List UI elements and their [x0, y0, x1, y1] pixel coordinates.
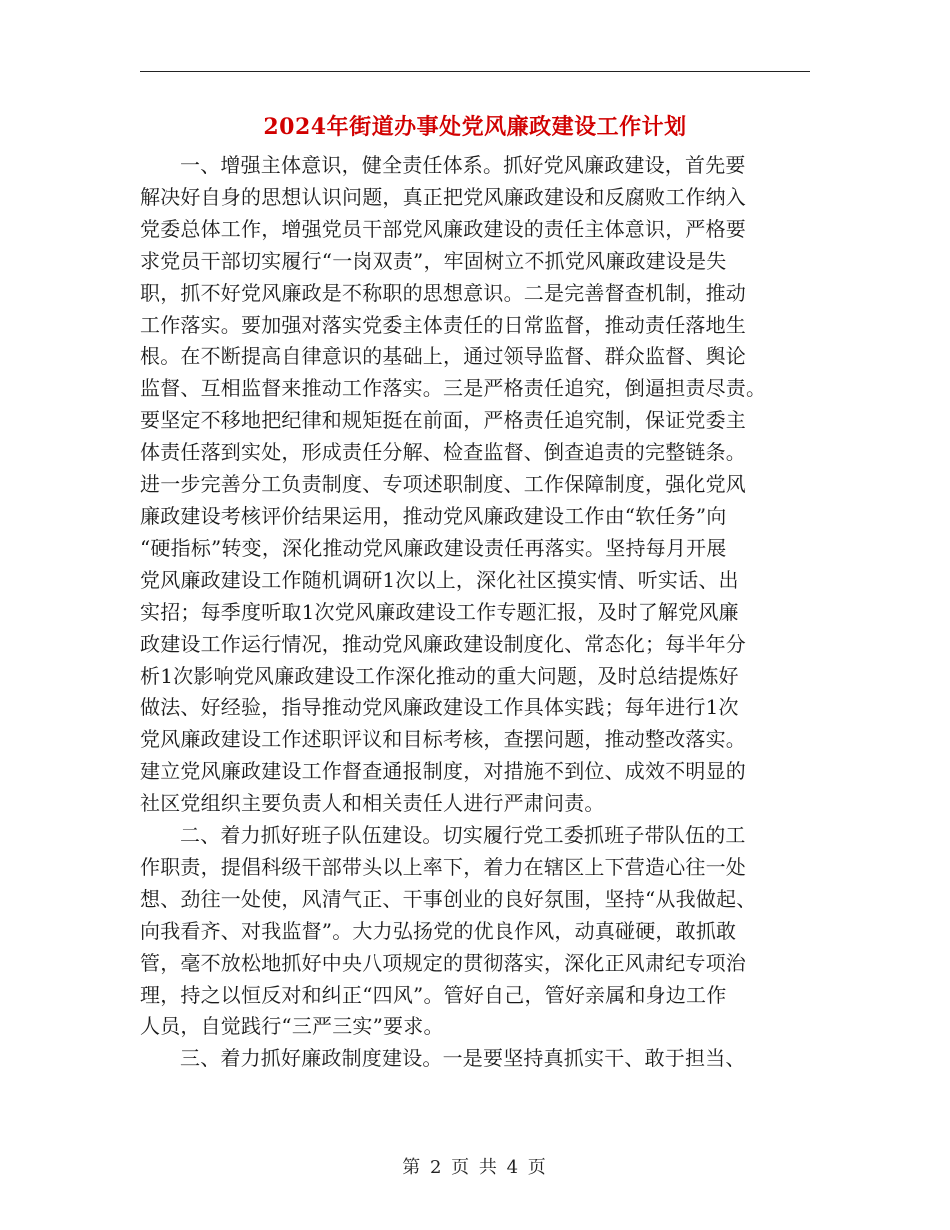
- page-number: 第 2 页 共 4 页: [402, 1157, 548, 1178]
- header-rule: [140, 71, 810, 72]
- paragraph-line: 向我看齐、对我监督”。大力弘扬党的优良作风，动真碰硬，敢抓敢: [140, 918, 737, 943]
- paragraph-line: 党风廉政建设工作随机调研1次以上，深化社区摸实情、听实话、出: [140, 567, 739, 592]
- paragraph-line: 党委总体工作，增强党员干部党风廉政建设的责任主体意识，严格要: [140, 216, 746, 241]
- document-body: [140, 150, 810, 1075]
- paragraph-line: 一、增强主体意识，健全责任体系。抓好党风廉政建设，首先要: [180, 153, 746, 177]
- paragraph-line: 职，抓不好党风廉政是不称职的思想意识。二是完善督查机制，推动: [140, 280, 746, 305]
- paragraph-line: 进一步完善分工负责制度、专项述职制度、工作保障制度，强化党风: [140, 472, 746, 497]
- paragraph: [140, 1043, 810, 1075]
- paragraph-line: 社区党组织主要负责人和相关责任人进行严肃问责。: [140, 791, 605, 816]
- paragraph-line: 人员，自觉践行“三严三实”要求。: [140, 1014, 444, 1039]
- paragraph-line: 监督、互相监督来推动工作落实。三是严格责任追究，倒逼担责尽责。: [140, 376, 767, 401]
- paragraph-line: 理，持之以恒反对和纠正“四风”。管好自己，管好亲属和身边工作: [140, 982, 727, 1007]
- paragraph-line: 实招；每季度听取1次党风廉政建设工作专题汇报，及时了解党风廉: [140, 599, 739, 624]
- paragraph-line: 体责任落到实处，形成责任分解、检查监督、倒查追责的完整链条。: [140, 440, 746, 465]
- paragraph-line: 工作落实。要加强对落实党委主体责任的日常监督，推动责任落地生: [140, 312, 746, 337]
- paragraph-line: 建立党风廉政建设工作督查通报制度，对措施不到位、成效不明显的: [140, 759, 746, 784]
- paragraph: [140, 820, 810, 1043]
- paragraph-line: 廉政建设考核评价结果运用，推动党风廉政建设工作由“软任务”向: [140, 503, 727, 528]
- paragraph-line: “硬指标”转变，深化推动党风廉政建设责任再落实。坚持每月开展: [140, 535, 727, 560]
- paragraph-line: 解决好自身的思想认识问题，真正把党风廉政建设和反腐败工作纳入: [140, 184, 746, 209]
- paragraph-line: 根。在不断提高自律意识的基础上，通过领导监督、群众监督、舆论: [140, 344, 746, 369]
- paragraph-line: 党风廉政建设工作述职评议和目标考核，查摆问题，推动整改落实。: [140, 727, 746, 752]
- paragraph-line: 政建设工作运行情况，推动党风廉政建设制度化、常态化；每半年分: [140, 631, 746, 656]
- paragraph-line: 作职责，提倡科级干部带头以上率下，着力在辖区上下营造心往一处: [140, 854, 746, 879]
- paragraph-line: 管，毫不放松地抓好中央八项规定的贯彻落实，深化正风肃纪专项治: [140, 950, 746, 975]
- paragraph-line: 二、着力抓好班子队伍建设。切实履行党工委抓班子带队伍的工: [180, 823, 746, 848]
- paragraph-line: 做法、好经验，指导推动党风廉政建设工作具体实践；每年进行1次: [140, 695, 739, 720]
- paragraph-line: 析1次影响党风廉政建设工作深化推动的重大问题，及时总结提炼好: [140, 663, 739, 688]
- paragraph-line: 求党员干部切实履行“一岗双责”，牢固树立不抓党风廉政建设是失: [140, 248, 727, 273]
- paragraph-line: 想、劲往一处使，风清气正、干事创业的良好氛围，坚持“从我做起、: [140, 886, 757, 911]
- paragraph: [140, 150, 810, 820]
- paragraph-line: 要坚定不移地把纪律和规矩挺在前面，严格责任追究制，保证党委主: [140, 408, 746, 433]
- document-title: 2024年街道办事处党风廉政建设工作计划: [263, 114, 687, 140]
- paragraph-line: 三、着力抓好廉政制度建设。一是要坚持真抓实干、敢于担当、: [180, 1046, 746, 1071]
